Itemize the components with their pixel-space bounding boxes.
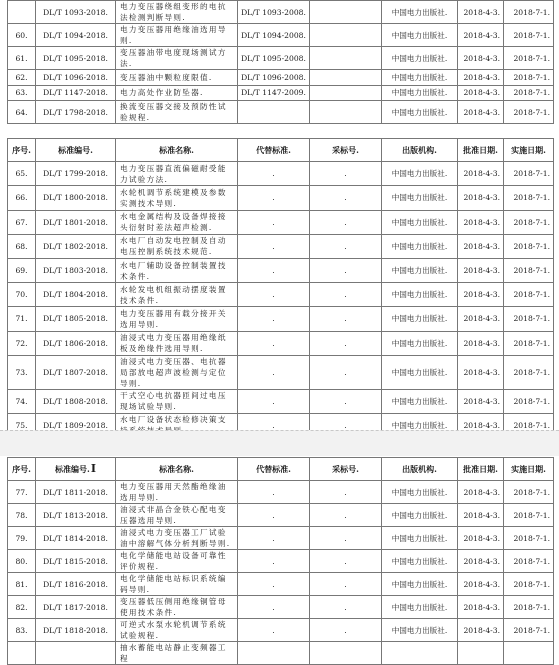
publisher: 中国电力出版社.	[382, 527, 458, 550]
implementation-date: 2018-7-1.	[504, 210, 554, 234]
row-number: 75.	[8, 413, 36, 437]
row-number	[8, 1, 36, 24]
adopted-standard: .	[310, 210, 382, 234]
replaced-standard: .	[238, 504, 310, 527]
standard-code: DL/T 1817-2018.	[36, 596, 116, 619]
replaced-standard: .	[238, 331, 310, 355]
adopted-standard: .	[310, 481, 382, 504]
header-no: 序号.	[8, 458, 36, 481]
header-adopt: 采标号.	[310, 458, 382, 481]
standard-name: 电力变压器用有载分接开关选用导则.	[116, 307, 238, 331]
publisher: 中国电力出版社.	[382, 283, 458, 307]
row-number: 69.	[8, 258, 36, 282]
publisher: 中国电力出版社.	[382, 355, 458, 389]
approve-date: 2018-4-3.	[458, 413, 504, 437]
replaced-standard: .	[238, 283, 310, 307]
row-number: 82.	[8, 596, 36, 619]
replaced-standard: DL/T 1096-2008.	[238, 70, 310, 86]
table-row	[8, 389, 554, 413]
table-header-row	[8, 458, 554, 481]
implementation-date: 2018-7-1.	[504, 70, 554, 86]
implementation-date: 2018-7-1.	[504, 596, 554, 619]
publisher: 中国电力出版社.	[382, 307, 458, 331]
header-adopt: 采标号.	[310, 139, 382, 162]
standard-name: 变压器低压侧用绝缘铜管母使用技术条件.	[116, 596, 238, 619]
table-row	[8, 307, 554, 331]
replaced-standard: .	[238, 355, 310, 389]
table-row	[8, 101, 554, 124]
row-number: 60.	[8, 24, 36, 47]
adopted-standard	[310, 24, 382, 47]
standard-name: 电力变压器绕组变形的电抗法检测判断导则.	[116, 1, 238, 24]
adopted-standard: .	[310, 162, 382, 186]
replaced-standard: .	[238, 307, 310, 331]
header-replace: 代替标准.	[238, 458, 310, 481]
adopted-standard: .	[310, 413, 382, 437]
standard-code: DL/T 1093-2018.	[36, 1, 116, 24]
table-row	[8, 619, 554, 642]
header-publisher: 出版机构.	[382, 139, 458, 162]
row-number: 74.	[8, 389, 36, 413]
standard-code: DL/T 1800-2018.	[36, 186, 116, 210]
standard-code: DL/T 1816-2018.	[36, 573, 116, 596]
adopted-standard: .	[310, 283, 382, 307]
replaced-standard	[238, 101, 310, 124]
adopted-standard	[310, 70, 382, 86]
standard-name: 电力高处作业防坠器.	[116, 85, 238, 101]
publisher: 中国电力出版社.	[382, 596, 458, 619]
implementation-date: 2018-7-1.	[504, 619, 554, 642]
implementation-date: 2018-7-1.	[504, 573, 554, 596]
table-row	[8, 550, 554, 573]
publisher: 中国电力出版社.	[382, 331, 458, 355]
standard-code: DL/T 1094-2018.	[36, 24, 116, 47]
header-no: 序号.	[8, 139, 36, 162]
publisher: 中国电力出版社.	[382, 234, 458, 258]
table-row	[8, 85, 554, 101]
implementation-date: 2018-7-1.	[504, 47, 554, 70]
standard-code: DL/T 1147-2018.	[36, 85, 116, 101]
approve-date: 2018-4-3.	[458, 481, 504, 504]
approve-date	[458, 642, 504, 665]
publisher: 中国电力出版社.	[382, 619, 458, 642]
standard-name: 可逆式水泵水轮机调节系统试验规程.	[116, 619, 238, 642]
approve-date: 2018-4-3.	[458, 283, 504, 307]
implementation-date: 2018-7-1.	[504, 24, 554, 47]
implementation-date: 2018-7-1.	[504, 413, 554, 437]
implementation-date: 2018-7-1.	[504, 234, 554, 258]
approve-date: 2018-4-3.	[458, 307, 504, 331]
adopted-standard	[310, 85, 382, 101]
row-number: 79.	[8, 527, 36, 550]
standard-name: 电化学储能电站设备可靠性评价规程.	[116, 550, 238, 573]
table-row	[8, 70, 554, 86]
adopted-standard	[310, 1, 382, 24]
approve-date: 2018-4-3.	[458, 234, 504, 258]
standard-code: DL/T 1818-2018.	[36, 619, 116, 642]
standard-code: DL/T 1798-2018.	[36, 101, 116, 124]
adopted-standard: .	[310, 307, 382, 331]
row-number: 81.	[8, 573, 36, 596]
publisher	[382, 642, 458, 665]
row-number: 83.	[8, 619, 36, 642]
publisher: 中国电力出版社.	[382, 210, 458, 234]
publisher: 中国电力出版社.	[382, 186, 458, 210]
implementation-date	[504, 642, 554, 665]
implementation-date: 2018-7-1.	[504, 162, 554, 186]
standard-name: 油浸式电力变压器、电抗器局部放电超声波检测与定位导则.	[116, 355, 238, 389]
standard-code: DL/T 1802-2018.	[36, 234, 116, 258]
row-number	[8, 642, 36, 665]
standard-name: 抽水蓄能电站静止变频器工程	[116, 642, 238, 665]
standard-name: 水电厂辅助设备控制装置技术条件.	[116, 258, 238, 282]
standard-code: DL/T 1811-2018.	[36, 481, 116, 504]
approve-date: 2018-4-3.	[458, 355, 504, 389]
standard-code: DL/T 1805-2018.	[36, 307, 116, 331]
publisher: 中国电力出版社.	[382, 504, 458, 527]
replaced-standard: .	[238, 210, 310, 234]
header-replace: 代替标准.	[238, 139, 310, 162]
table-row	[8, 504, 554, 527]
replaced-standard: .	[238, 234, 310, 258]
adopted-standard: .	[310, 331, 382, 355]
header-impl-date: 实施日期.	[504, 458, 554, 481]
standard-code: DL/T 1815-2018.	[36, 550, 116, 573]
standard-code: DL/T 1813-2018.	[36, 504, 116, 527]
approve-date: 2018-4-3.	[458, 70, 504, 86]
adopted-standard: .	[310, 389, 382, 413]
adopted-standard: .	[310, 234, 382, 258]
approve-date: 2018-4-3.	[458, 550, 504, 573]
table-row	[8, 283, 554, 307]
standard-code: DL/T 1809-2018.	[36, 413, 116, 437]
implementation-date: 2018-7-1.	[504, 527, 554, 550]
table-row	[8, 24, 554, 47]
approve-date: 2018-4-3.	[458, 258, 504, 282]
document-page-2	[0, 456, 559, 663]
row-number: 80.	[8, 550, 36, 573]
standards-table-top	[7, 0, 554, 472]
implementation-date: 2018-7-1.	[504, 1, 554, 24]
table-header-row	[8, 139, 554, 162]
replaced-standard: DL/T 1093-2008.	[238, 1, 310, 24]
adopted-standard: .	[310, 186, 382, 210]
replaced-standard: .	[238, 258, 310, 282]
standard-name: 换流变压器交接及预防性试验规程.	[116, 101, 238, 124]
row-number: 78.	[8, 504, 36, 527]
approve-date: 2018-4-3.	[458, 101, 504, 124]
standard-name: 水电厂设备状态检修决策支	[116, 413, 238, 437]
standard-code: DL/T 1799-2018.	[36, 162, 116, 186]
page-break	[0, 430, 559, 458]
row-number: 63.	[8, 85, 36, 101]
table-row	[8, 186, 554, 210]
replaced-standard: .	[238, 527, 310, 550]
header-approve-date: 批准日期.	[458, 458, 504, 481]
table-row	[8, 47, 554, 70]
header-approve-date: 批准日期.	[458, 139, 504, 162]
standard-name: 水轮机调节系统建模及参数实测技术导则.	[116, 186, 238, 210]
table-row	[8, 162, 554, 186]
standard-name: 水电厂自动发电控制及自动电压控制系统技术规范.	[116, 234, 238, 258]
standard-code: DL/T 1806-2018.	[36, 331, 116, 355]
implementation-date: 2018-7-1.	[504, 331, 554, 355]
approve-date: 2018-4-3.	[458, 389, 504, 413]
publisher: 中国电力出版社.	[382, 481, 458, 504]
approve-date: 2018-4-3.	[458, 47, 504, 70]
standard-name: 电力变压器用天然酯绝缘油选用导则.	[116, 481, 238, 504]
approve-date: 2018-4-3.	[458, 527, 504, 550]
replaced-standard	[238, 642, 310, 665]
standard-name: 电力变压器用绝缘油选用导则.	[116, 24, 238, 47]
implementation-date: 2018-7-1.	[504, 504, 554, 527]
publisher: 中国电力出版社.	[382, 1, 458, 24]
table-row	[8, 331, 554, 355]
standard-code: DL/T 1096-2018.	[36, 70, 116, 86]
row-number: 66.	[8, 186, 36, 210]
publisher: 中国电力出版社.	[382, 101, 458, 124]
row-number: 65.	[8, 162, 36, 186]
implementation-date: 2018-7-1.	[504, 101, 554, 124]
text-cursor-icon: I	[90, 462, 96, 475]
implementation-date: 2018-7-1.	[504, 481, 554, 504]
approve-date: 2018-4-3.	[458, 210, 504, 234]
row-number: 62.	[8, 70, 36, 86]
row-number: 73.	[8, 355, 36, 389]
adopted-standard	[310, 101, 382, 124]
table-row	[8, 573, 554, 596]
standard-name: 电化学储能电站标识系统编码导则.	[116, 573, 238, 596]
approve-date: 2018-4-3.	[458, 186, 504, 210]
header-name: 标准名称.	[116, 139, 238, 162]
row-number: 71.	[8, 307, 36, 331]
row-number: 64.	[8, 101, 36, 124]
implementation-date: 2018-7-1.	[504, 355, 554, 389]
publisher: 中国电力出版社.	[382, 24, 458, 47]
table-row	[8, 1, 554, 24]
header-name: 标准名称.	[116, 458, 238, 481]
implementation-date: 2018-7-1.	[504, 85, 554, 101]
adopted-standard: .	[310, 596, 382, 619]
adopted-standard	[310, 642, 382, 665]
adopted-standard	[310, 47, 382, 70]
table-row	[8, 481, 554, 504]
standard-name: 油浸式非晶合金铁心配电变压器选用导则.	[116, 504, 238, 527]
replaced-standard: .	[238, 481, 310, 504]
replaced-standard: .	[238, 573, 310, 596]
replaced-standard: DL/T 1147-2009.	[238, 85, 310, 101]
publisher: 中国电力出版社.	[382, 258, 458, 282]
standard-name: 水电金属结构及设备焊接接头衍射时差法超声检测.	[116, 210, 238, 234]
table-row	[8, 642, 554, 665]
approve-date: 2018-4-3.	[458, 573, 504, 596]
implementation-date: 2018-7-1.	[504, 307, 554, 331]
approve-date: 2018-4-3.	[458, 596, 504, 619]
publisher: 中国电力出版社.	[382, 162, 458, 186]
standard-name: 变压器油中颗粒度限值.	[116, 70, 238, 86]
adopted-standard: .	[310, 355, 382, 389]
approve-date: 2018-4-3.	[458, 1, 504, 24]
standard-code: DL/T 1808-2018.	[36, 389, 116, 413]
header-impl-date: 实施日期.	[504, 139, 554, 162]
replaced-standard: DL/T 1095-2008.	[238, 47, 310, 70]
adopted-standard: .	[310, 527, 382, 550]
implementation-date: 2018-7-1.	[504, 283, 554, 307]
implementation-date: 2018-7-1.	[504, 550, 554, 573]
table-row	[8, 210, 554, 234]
header-publisher: 出版机构.	[382, 458, 458, 481]
approve-date: 2018-4-3.	[458, 504, 504, 527]
standard-code: DL/T 1814-2018.	[36, 527, 116, 550]
publisher: 中国电力出版社.	[382, 573, 458, 596]
implementation-date: 2018-7-1.	[504, 389, 554, 413]
adopted-standard: .	[310, 504, 382, 527]
table-gap	[8, 124, 554, 139]
publisher: 中国电力出版社.	[382, 47, 458, 70]
row-number: 68.	[8, 234, 36, 258]
replaced-standard: .	[238, 186, 310, 210]
replaced-standard: .	[238, 550, 310, 573]
standard-name: 水轮发电机组振动摆度装置技术条件.	[116, 283, 238, 307]
standard-name: 油浸式电力变压器工厂试验油中溶解气体分析判断导则.	[116, 527, 238, 550]
standard-code: DL/T 1803-2018.	[36, 258, 116, 282]
adopted-standard: .	[310, 619, 382, 642]
header-code: 标准编号.I	[36, 458, 116, 481]
publisher: 中国电力出版社.	[382, 70, 458, 86]
table-row	[8, 355, 554, 389]
standard-code: DL/T 1807-2018.	[36, 355, 116, 389]
header-code: 标准编号.	[36, 139, 116, 162]
table-row	[8, 596, 554, 619]
approve-date: 2018-4-3.	[458, 85, 504, 101]
approve-date: 2018-4-3.	[458, 619, 504, 642]
standard-name: 干式空心电抗器匝间过电压现场试验导则.	[116, 389, 238, 413]
replaced-standard: .	[238, 619, 310, 642]
standard-name: 电力变压器直流偏磁耐受能力试验方法.	[116, 162, 238, 186]
standard-code: DL/T 1801-2018.	[36, 210, 116, 234]
table-row	[8, 258, 554, 282]
standard-code: DL/T 1095-2018.	[36, 47, 116, 70]
standards-table-bottom	[7, 457, 554, 665]
publisher: 中国电力出版社.	[382, 413, 458, 437]
publisher: 中国电力出版社.	[382, 85, 458, 101]
row-number: 70.	[8, 283, 36, 307]
approve-date: 2018-4-3.	[458, 331, 504, 355]
implementation-date: 2018-7-1.	[504, 186, 554, 210]
row-number: 67.	[8, 210, 36, 234]
standard-name: 变压器油带电度现场测试方法.	[116, 47, 238, 70]
standard-code: DL/T 1804-2018.	[36, 283, 116, 307]
standard-name: 油浸式电力变压器用绝缘纸板及绝缘件选用导则.	[116, 331, 238, 355]
publisher: 中国电力出版社.	[382, 550, 458, 573]
adopted-standard: .	[310, 258, 382, 282]
adopted-standard: .	[310, 550, 382, 573]
row-number: 72.	[8, 331, 36, 355]
replaced-standard: DL/T 1094-2008.	[238, 24, 310, 47]
row-number: 61.	[8, 47, 36, 70]
adopted-standard: .	[310, 573, 382, 596]
table-row	[8, 234, 554, 258]
table-row	[8, 527, 554, 550]
replaced-standard: .	[238, 389, 310, 413]
replaced-standard: .	[238, 162, 310, 186]
approve-date: 2018-4-3.	[458, 24, 504, 47]
row-number: 77.	[8, 481, 36, 504]
standard-code	[36, 642, 116, 665]
replaced-standard: .	[238, 413, 310, 437]
implementation-date: 2018-7-1.	[504, 258, 554, 282]
publisher: 中国电力出版社.	[382, 389, 458, 413]
approve-date: 2018-4-3.	[458, 162, 504, 186]
replaced-standard: .	[238, 596, 310, 619]
